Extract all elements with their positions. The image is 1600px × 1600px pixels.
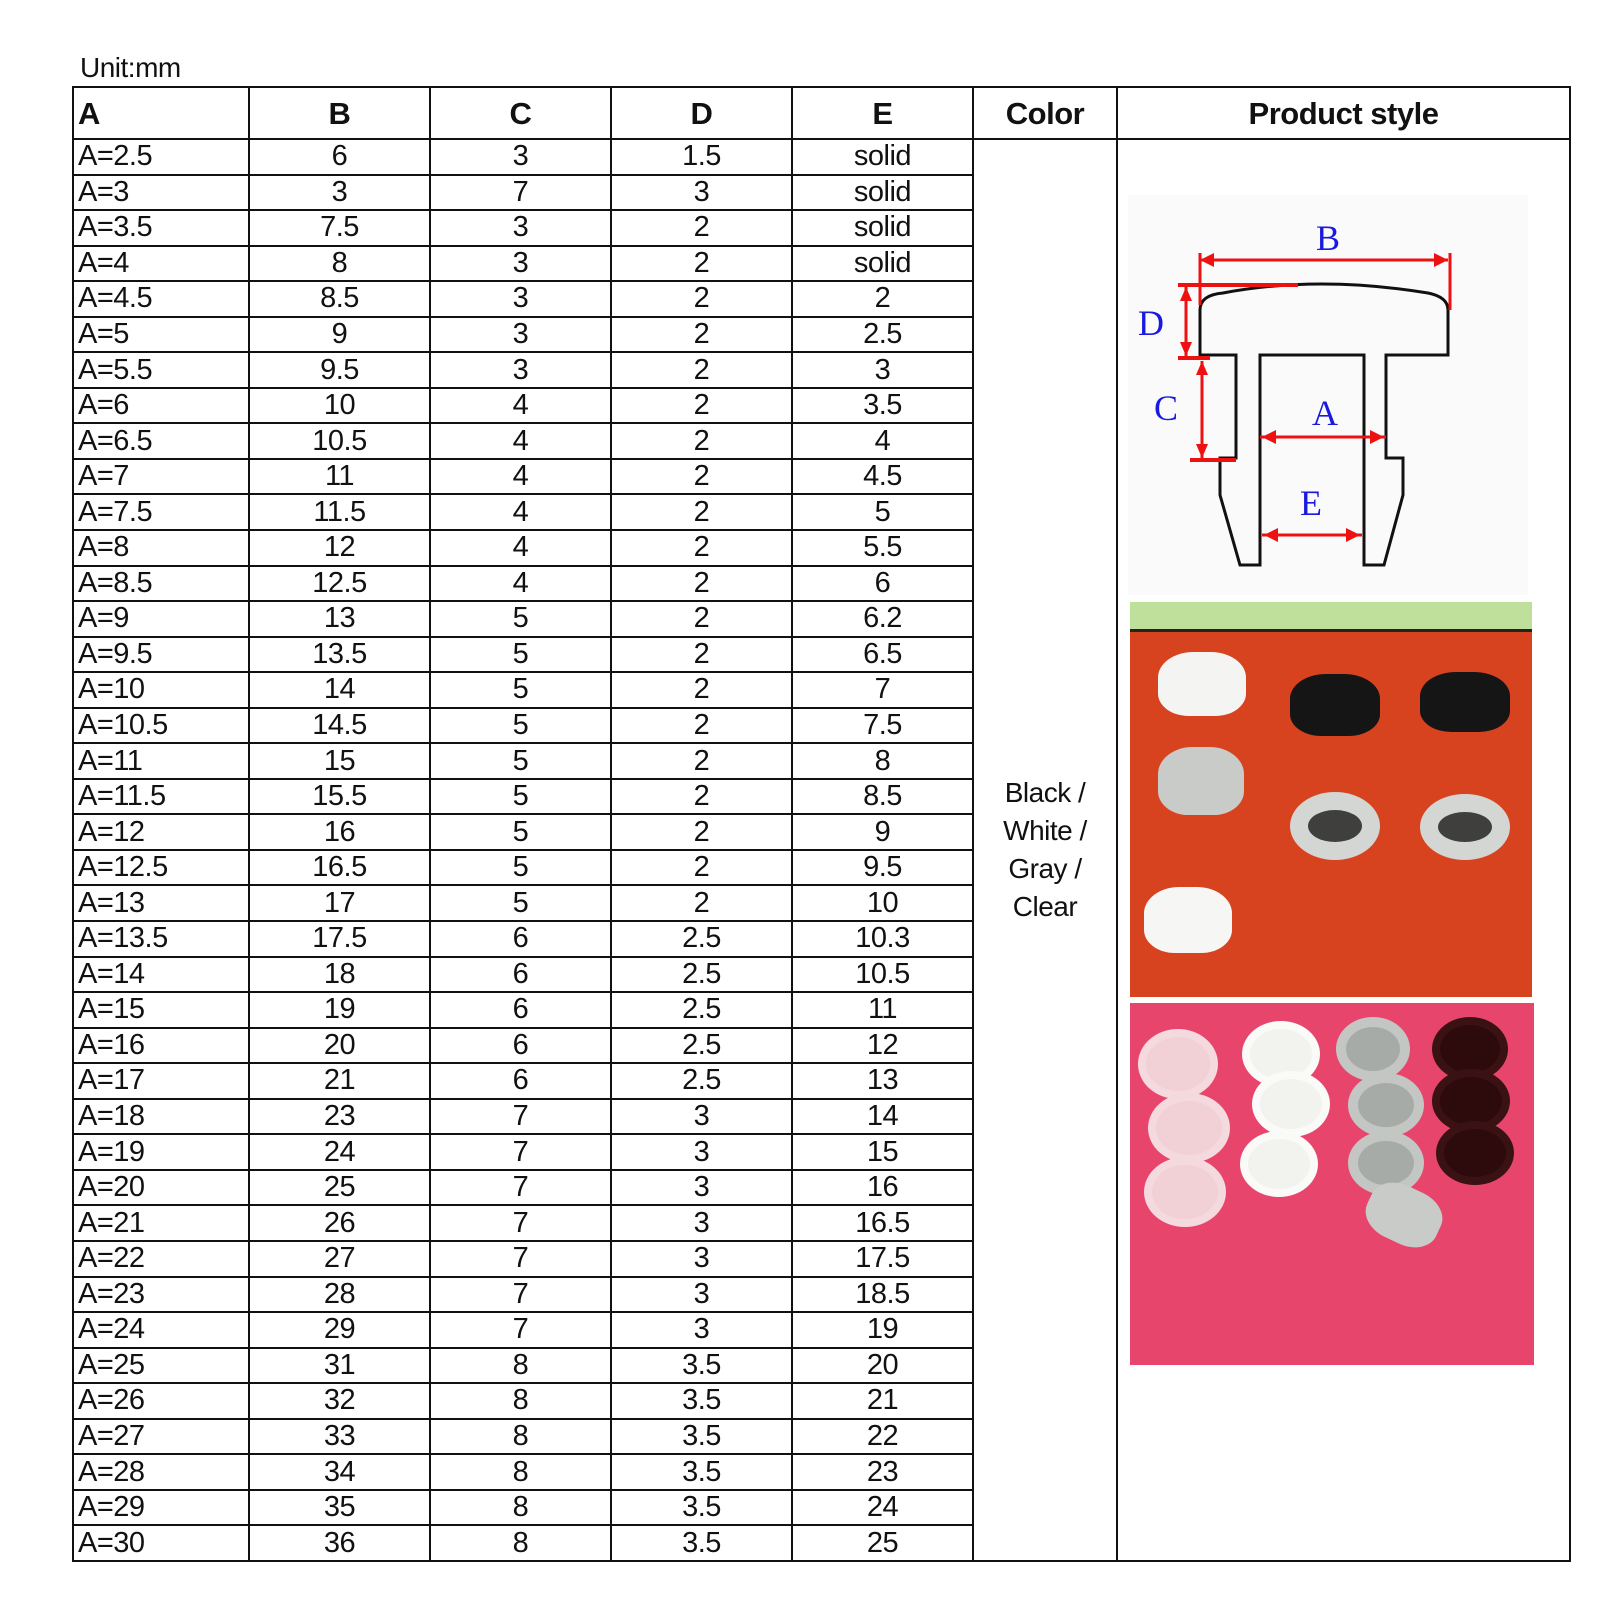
cell-b: 14 <box>249 672 430 708</box>
cell-d: 3.5 <box>611 1525 792 1561</box>
cell-a: A=3 <box>73 175 249 211</box>
cell-a: A=10.5 <box>73 708 249 744</box>
header-b: B <box>249 87 430 139</box>
cell-c: 3 <box>430 317 611 353</box>
cell-c: 4 <box>430 494 611 530</box>
cell-d: 2.5 <box>611 1028 792 1064</box>
cell-c: 7 <box>430 1134 611 1170</box>
cell-c: 6 <box>430 1063 611 1099</box>
product-style-panel <box>1118 140 1569 1560</box>
cell-d: 3 <box>611 1134 792 1170</box>
cell-a: A=16 <box>73 1028 249 1064</box>
cell-c: 4 <box>430 423 611 459</box>
plug-cross-section-icon <box>1128 195 1528 595</box>
cell-c: 3 <box>430 210 611 246</box>
cell-c: 7 <box>430 1170 611 1206</box>
cell-b: 25 <box>249 1170 430 1206</box>
cell-c: 5 <box>430 637 611 673</box>
cell-d: 2 <box>611 672 792 708</box>
cell-a: A=7.5 <box>73 494 249 530</box>
cell-a: A=14 <box>73 957 249 993</box>
cell-b: 33 <box>249 1419 430 1455</box>
cell-b: 19 <box>249 992 430 1028</box>
cell-c: 6 <box>430 921 611 957</box>
cell-e: 14 <box>792 1099 973 1135</box>
cell-a: A=6.5 <box>73 423 249 459</box>
cell-e: 10.3 <box>792 921 973 957</box>
cell-e: 10.5 <box>792 957 973 993</box>
label-c: C <box>1154 388 1178 428</box>
cell-a: A=4 <box>73 246 249 282</box>
cell-a: A=28 <box>73 1454 249 1490</box>
cell-e: solid <box>792 175 973 211</box>
cell-e: 6 <box>792 566 973 602</box>
cell-a: A=29 <box>73 1490 249 1526</box>
cell-c: 6 <box>430 1028 611 1064</box>
cell-c: 5 <box>430 779 611 815</box>
cell-d: 2 <box>611 530 792 566</box>
cell-b: 10 <box>249 388 430 424</box>
color-option: Black / <box>1004 777 1086 808</box>
cell-c: 7 <box>430 1277 611 1313</box>
cell-e: 21 <box>792 1383 973 1419</box>
cell-e: 15 <box>792 1134 973 1170</box>
cell-e: 7.5 <box>792 708 973 744</box>
cell-a: A=21 <box>73 1205 249 1241</box>
cell-e: 22 <box>792 1419 973 1455</box>
cell-d: 2.5 <box>611 957 792 993</box>
cell-c: 5 <box>430 743 611 779</box>
cell-e: 25 <box>792 1525 973 1561</box>
cell-a: A=5 <box>73 317 249 353</box>
header-color: Color <box>973 87 1117 139</box>
cell-d: 3.5 <box>611 1383 792 1419</box>
table-row <box>73 139 1570 175</box>
cell-c: 3 <box>430 352 611 388</box>
cell-a: A=9.5 <box>73 637 249 673</box>
cell-e: 8.5 <box>792 779 973 815</box>
cell-a: A=10 <box>73 672 249 708</box>
cell-e: 11 <box>792 992 973 1028</box>
cell-a: A=6 <box>73 388 249 424</box>
cell-d: 3 <box>611 1241 792 1277</box>
cell-b: 13.5 <box>249 637 430 673</box>
cell-b: 9 <box>249 317 430 353</box>
size-table <box>72 86 1571 1562</box>
cell-b: 35 <box>249 1490 430 1526</box>
cell-c: 4 <box>430 530 611 566</box>
cell-b: 13 <box>249 601 430 637</box>
cell-d: 3.5 <box>611 1348 792 1384</box>
cell-b: 10.5 <box>249 423 430 459</box>
cell-d: 2 <box>611 317 792 353</box>
cell-c: 5 <box>430 601 611 637</box>
cell-c: 7 <box>430 1241 611 1277</box>
cell-c: 5 <box>430 672 611 708</box>
cell-b: 15.5 <box>249 779 430 815</box>
cell-b: 34 <box>249 1454 430 1490</box>
cell-d: 3 <box>611 1277 792 1313</box>
cell-b: 17 <box>249 885 430 921</box>
cell-b: 15 <box>249 743 430 779</box>
cell-e: solid <box>792 139 973 175</box>
cell-b: 24 <box>249 1134 430 1170</box>
cell-d: 3 <box>611 1205 792 1241</box>
cell-c: 8 <box>430 1383 611 1419</box>
cell-b: 16 <box>249 814 430 850</box>
cell-d: 3 <box>611 1170 792 1206</box>
cell-c: 7 <box>430 1099 611 1135</box>
cell-a: A=9 <box>73 601 249 637</box>
cell-e: 16 <box>792 1170 973 1206</box>
cell-b: 11 <box>249 459 430 495</box>
cell-a: A=15 <box>73 992 249 1028</box>
cell-e: 2 <box>792 281 973 317</box>
cell-e: 12 <box>792 1028 973 1064</box>
cell-d: 2 <box>611 388 792 424</box>
cell-d: 3.5 <box>611 1454 792 1490</box>
cell-a: A=19 <box>73 1134 249 1170</box>
cell-b: 12 <box>249 530 430 566</box>
cell-e: 4.5 <box>792 459 973 495</box>
cell-e: 7 <box>792 672 973 708</box>
cell-e: 3.5 <box>792 388 973 424</box>
header-a: A <box>73 87 249 139</box>
cell-e: 4 <box>792 423 973 459</box>
cell-b: 9.5 <box>249 352 430 388</box>
cell-c: 8 <box>430 1348 611 1384</box>
cell-a: A=13.5 <box>73 921 249 957</box>
cell-c: 6 <box>430 992 611 1028</box>
cell-a: A=2.5 <box>73 139 249 175</box>
cell-c: 5 <box>430 850 611 886</box>
header-e: E <box>792 87 973 139</box>
cell-d: 1.5 <box>611 139 792 175</box>
cell-c: 5 <box>430 885 611 921</box>
cell-e: solid <box>792 210 973 246</box>
cell-d: 2 <box>611 352 792 388</box>
cell-b: 7.5 <box>249 210 430 246</box>
cell-a: A=23 <box>73 1277 249 1313</box>
cell-c: 4 <box>430 388 611 424</box>
header-c: C <box>430 87 611 139</box>
cell-e: 8 <box>792 743 973 779</box>
table-header-row <box>73 87 1570 139</box>
cell-a: A=11 <box>73 743 249 779</box>
cell-d: 2 <box>611 885 792 921</box>
cell-b: 23 <box>249 1099 430 1135</box>
cell-a: A=8 <box>73 530 249 566</box>
cell-a: A=12.5 <box>73 850 249 886</box>
cell-a: A=27 <box>73 1419 249 1455</box>
cell-c: 5 <box>430 814 611 850</box>
color-option: Clear <box>1012 891 1078 922</box>
cell-b: 36 <box>249 1525 430 1561</box>
cell-e: 6.2 <box>792 601 973 637</box>
dimension-diagram <box>1128 195 1528 595</box>
cell-e: 24 <box>792 1490 973 1526</box>
cell-c: 4 <box>430 459 611 495</box>
cell-d: 2 <box>611 210 792 246</box>
color-option: Gray / <box>1008 853 1082 884</box>
cell-e: 5 <box>792 494 973 530</box>
cell-a: A=18 <box>73 1099 249 1135</box>
cell-a: A=22 <box>73 1241 249 1277</box>
product-photo-orange <box>1130 602 1532 997</box>
cell-e: 5.5 <box>792 530 973 566</box>
cell-e: 3 <box>792 352 973 388</box>
cell-e: solid <box>792 246 973 282</box>
cell-d: 2 <box>611 814 792 850</box>
cell-c: 6 <box>430 957 611 993</box>
cell-d: 2 <box>611 743 792 779</box>
label-d: D <box>1138 303 1164 343</box>
cell-d: 2 <box>611 494 792 530</box>
cell-b: 26 <box>249 1205 430 1241</box>
cell-c: 8 <box>430 1525 611 1561</box>
cell-d: 2 <box>611 850 792 886</box>
cell-c: 4 <box>430 566 611 602</box>
label-e: E <box>1300 483 1322 523</box>
cell-b: 27 <box>249 1241 430 1277</box>
cell-b: 17.5 <box>249 921 430 957</box>
cell-a: A=13 <box>73 885 249 921</box>
cell-a: A=12 <box>73 814 249 850</box>
cell-d: 2 <box>611 708 792 744</box>
header-d: D <box>611 87 792 139</box>
cell-a: A=8.5 <box>73 566 249 602</box>
cell-d: 2 <box>611 246 792 282</box>
header-product-style: Product style <box>1117 87 1570 139</box>
cell-e: 9.5 <box>792 850 973 886</box>
cell-c: 3 <box>430 139 611 175</box>
cell-a: A=25 <box>73 1348 249 1384</box>
cell-a: A=30 <box>73 1525 249 1561</box>
cell-b: 21 <box>249 1063 430 1099</box>
cell-d: 3 <box>611 1312 792 1348</box>
cell-c: 3 <box>430 246 611 282</box>
cell-c: 7 <box>430 1312 611 1348</box>
cell-e: 10 <box>792 885 973 921</box>
cell-b: 8 <box>249 246 430 282</box>
cell-d: 2 <box>611 566 792 602</box>
cell-d: 3 <box>611 175 792 211</box>
cell-b: 29 <box>249 1312 430 1348</box>
cell-c: 7 <box>430 175 611 211</box>
cell-d: 2 <box>611 459 792 495</box>
cell-e: 19 <box>792 1312 973 1348</box>
cell-b: 12.5 <box>249 566 430 602</box>
cell-d: 2 <box>611 423 792 459</box>
color-options <box>973 139 1117 1561</box>
cell-b: 18 <box>249 957 430 993</box>
cell-e: 18.5 <box>792 1277 973 1313</box>
cell-b: 3 <box>249 175 430 211</box>
cell-d: 3.5 <box>611 1490 792 1526</box>
cell-d: 2.5 <box>611 921 792 957</box>
cell-b: 11.5 <box>249 494 430 530</box>
cell-e: 17.5 <box>792 1241 973 1277</box>
cell-e: 16.5 <box>792 1205 973 1241</box>
cell-d: 2 <box>611 601 792 637</box>
product-photo-pink <box>1130 1003 1534 1365</box>
cell-e: 20 <box>792 1348 973 1384</box>
cell-e: 13 <box>792 1063 973 1099</box>
unit-label: Unit:mm <box>80 52 181 83</box>
cell-d: 2.5 <box>611 1063 792 1099</box>
cell-a: A=26 <box>73 1383 249 1419</box>
cell-d: 2 <box>611 281 792 317</box>
cell-e: 9 <box>792 814 973 850</box>
cell-d: 2.5 <box>611 992 792 1028</box>
cell-b: 32 <box>249 1383 430 1419</box>
label-a: A <box>1312 393 1338 433</box>
cell-b: 6 <box>249 139 430 175</box>
cell-e: 2.5 <box>792 317 973 353</box>
cell-b: 8.5 <box>249 281 430 317</box>
cell-e: 23 <box>792 1454 973 1490</box>
cell-a: A=4.5 <box>73 281 249 317</box>
cell-c: 8 <box>430 1454 611 1490</box>
cell-b: 14.5 <box>249 708 430 744</box>
cell-c: 8 <box>430 1419 611 1455</box>
cell-e: 6.5 <box>792 637 973 673</box>
cell-b: 31 <box>249 1348 430 1384</box>
cell-b: 20 <box>249 1028 430 1064</box>
cell-c: 7 <box>430 1205 611 1241</box>
cell-d: 3.5 <box>611 1419 792 1455</box>
cell-c: 8 <box>430 1490 611 1526</box>
cell-a: A=17 <box>73 1063 249 1099</box>
cell-d: 2 <box>611 779 792 815</box>
cell-b: 16.5 <box>249 850 430 886</box>
cell-c: 3 <box>430 281 611 317</box>
cell-a: A=3.5 <box>73 210 249 246</box>
cell-a: A=24 <box>73 1312 249 1348</box>
color-option: White / <box>1003 815 1087 846</box>
cell-a: A=7 <box>73 459 249 495</box>
cell-d: 3 <box>611 1099 792 1135</box>
cell-b: 28 <box>249 1277 430 1313</box>
cell-c: 5 <box>430 708 611 744</box>
label-b: B <box>1316 218 1340 258</box>
product-style-cell <box>1117 139 1570 1561</box>
cell-a: A=11.5 <box>73 779 249 815</box>
cell-d: 2 <box>611 637 792 673</box>
cell-a: A=20 <box>73 1170 249 1206</box>
cell-a: A=5.5 <box>73 352 249 388</box>
